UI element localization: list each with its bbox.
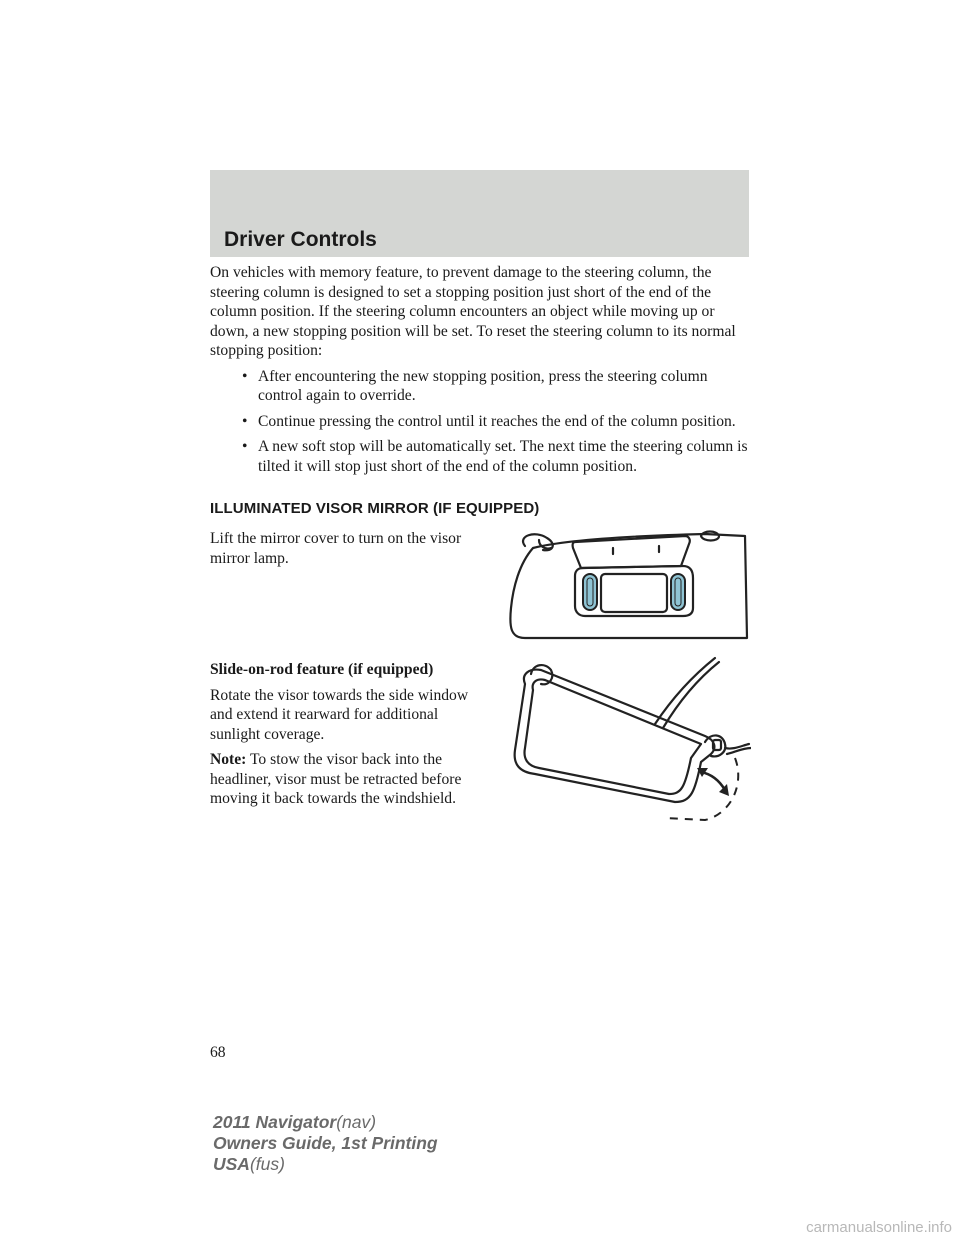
footer-model-code: (nav) [336, 1112, 377, 1132]
visor-mirror-illustration [505, 528, 751, 642]
section-header-band [210, 170, 749, 257]
mirror-section-text-block [210, 529, 490, 574]
slide-on-rod-text-block [210, 660, 490, 815]
list-item [210, 412, 750, 432]
list-item-text: A new soft stop will be automatically set. The next time the steering column is tilted it will stop just short of the end of the column position. [258, 438, 748, 475]
intro-paragraph: On vehicles with memory feature, to prevent damage to the steering column, the steering column is designed to set a stopping position just short of the end of the column position. If the steering column encounters an object while moving up or down, a new stopping position will be set. To reset the steering column to its normal stopping position: [210, 264, 736, 359]
steering-column-text [210, 263, 750, 482]
section-title: Driver Controls [224, 228, 377, 251]
slide-on-rod-note [210, 750, 490, 809]
footer-printing: Owners Guide, 1st Printing [213, 1133, 438, 1153]
slide-on-rod-illustration [505, 654, 751, 822]
mirror-section-heading: ILLUMINATED VISOR MIRROR (IF EQUIPPED) [210, 500, 540, 517]
list-item-text: Continue pressing the control until it reaches the end of the column position. [258, 412, 736, 430]
footer-line-1 [213, 1112, 438, 1133]
steps-list [210, 367, 750, 477]
note-label: Note: [210, 751, 247, 768]
slide-on-rod-text: Rotate the visor towards the side window and extend it rearward for additional sunlight coverage. [210, 686, 469, 743]
document-footer [213, 1112, 438, 1175]
mirror-section-text: Lift the mirror cover to turn on the visor mirror lamp. [210, 530, 462, 567]
slide-on-rod-heading: Slide-on-rod feature (if equipped) [210, 661, 434, 678]
bullet-icon: • [242, 367, 248, 385]
list-item [210, 367, 750, 406]
footer-model: 2011 Navigator [213, 1112, 337, 1132]
footer-line-3 [213, 1154, 438, 1175]
bullet-icon: • [242, 412, 248, 430]
watermark: carmanualsonline.info [806, 1219, 952, 1236]
page-number: 68 [210, 1044, 226, 1061]
list-item-text: After encountering the new stopping position, press the steering column control again to override. [258, 367, 708, 404]
footer-region: USA [213, 1154, 250, 1174]
note-text: To stow the visor back into the headliner, visor must be retracted before moving it back towards the windshield. [210, 751, 462, 807]
list-item [210, 437, 750, 476]
bullet-icon: • [242, 438, 248, 455]
footer-line-2 [213, 1133, 438, 1154]
footer-region-code: (fus) [249, 1154, 285, 1174]
